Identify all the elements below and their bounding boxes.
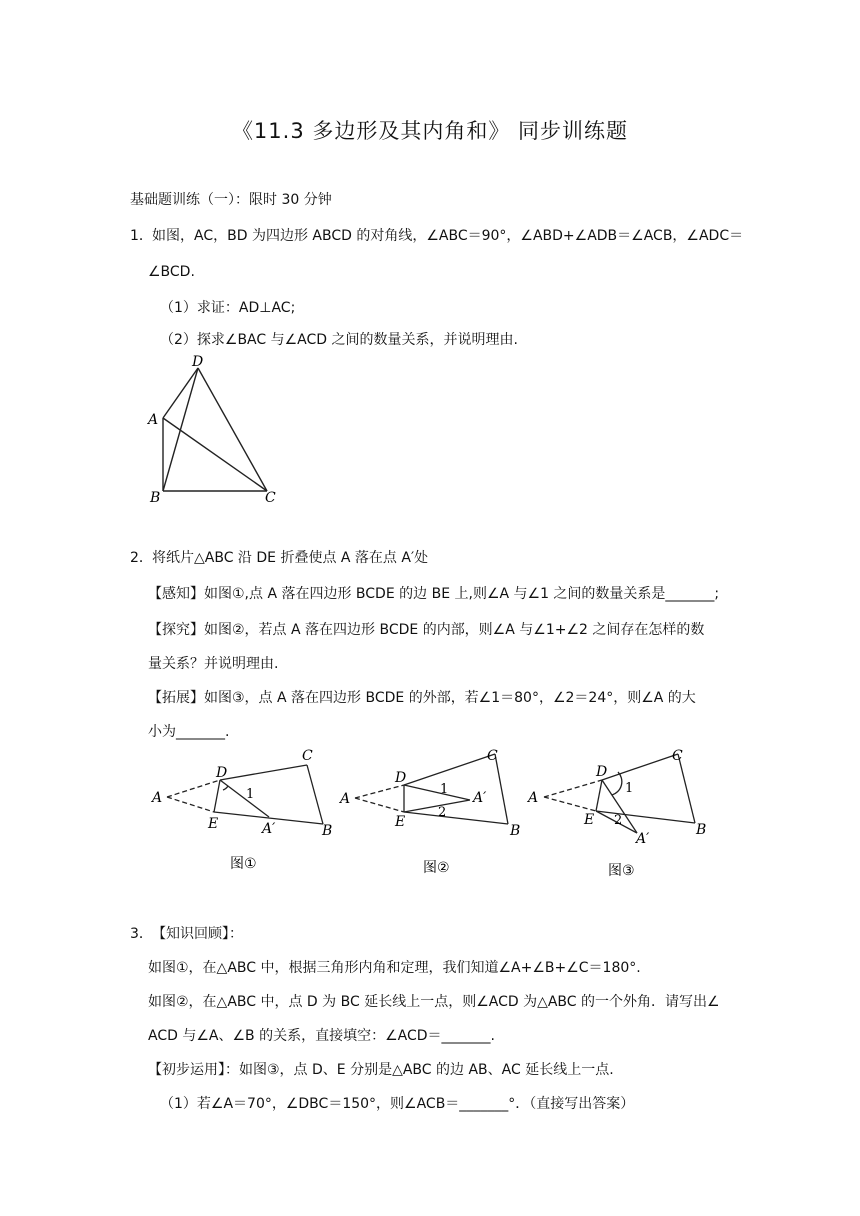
label-B: B [150,490,161,506]
fig2-label-B: B [510,823,521,839]
q1-sub2: （2）探求∠BAC 与∠ACD 之间的数量关系，并说明理由. [160,332,518,348]
q2-explore-line1: 【探究】如图②，若点 A 落在四边形 BCDE 的内部，则∠A 与∠1+∠2 之间存在怎样的数 [148,622,705,638]
q3-paragraph2-line2: ACD 与∠A、∠B 的关系，直接填空：∠ACD＝_______. [148,1028,495,1044]
fig3-label-B: B [696,822,707,838]
fig2-label-Aprime: A′ [473,790,487,806]
diagonal-AC [163,418,267,491]
q3-heading: 【知识回顾】： [152,926,243,942]
q2-perceive: 【感知】如图①,点 A 落在四边形 BCDE 的边 BE 上,则∠A 与∠1 之间的数量关系是_______; [148,586,720,602]
segment-DA [163,368,198,418]
q3-paragraph1: 如图①，在△ABC 中，根据三角形内角和定理，我们知道∠A+∠B+∠C＝180°. [148,960,641,976]
fig2-label-D: D [395,770,407,786]
q3-subquestion1: （1）若∠A＝70°，∠DBC＝150°，则∠ACB＝_______°．（直接写出答案） [160,1096,635,1112]
fig1-label-D: D [216,765,228,781]
q3-number: 3． [130,926,153,942]
fig3-caption: 图③ [608,863,635,879]
fig2-caption: 图② [423,860,450,876]
fig1-label-A: A [152,790,163,806]
q3-paragraph2-line1: 如图②，在△ABC 中，点 D 为 BC 延长线上一点，则∠ACD 为△ABC 的一个外角．请写出∠ [148,994,720,1010]
fig3-label-C: C [672,748,683,764]
diagonal-BD [163,368,198,491]
fig3-label-A: A [528,790,539,806]
q3-paragraph3: 【初步运用】：如图③，点 D、E 分别是△ABC 的边 AB、AC 延长线上一点. [148,1062,614,1078]
q1-text-line1: 如图，AC，BD 为四边形 ABCD 的对角线，∠ABC＝90°，∠ABD+∠ADB＝∠ACB，∠ADC＝ [152,228,744,244]
label-C: C [265,490,276,506]
q2-extend-line2: 小为_______. [148,724,230,740]
fig1-label-B: B [322,823,333,839]
fig2-label-E: E [395,814,406,830]
q2-extend-line1: 【拓展】如图③，点 A 落在四边形 BCDE 的外部，若∠1＝80°，∠2＝24°，则∠A 的大 [148,690,696,706]
fig2-angle-1: 1 [440,782,449,797]
q1-figure [140,350,290,510]
q1-number: 1． [130,228,153,244]
fig1-angle-1: 1 [246,787,255,802]
fig2-label-C: C [487,748,498,764]
page-title: 《11.3 多边形及其内角和》 同步训练题 [231,119,629,143]
fig1-label-E: E [208,816,219,832]
q2-figure-3 [526,748,706,879]
fig2-label-A: A [340,791,351,807]
fig1-label-C: C [302,748,313,764]
q2-figures [140,740,720,885]
label-A: A [148,412,159,428]
fig3-angle-2: 2 [614,813,623,828]
q1-text-line2: ∠BCD. [148,264,195,280]
q2-figure-2 [338,748,520,876]
fig3-angle-1: 1 [625,781,634,796]
q2-figure-1 [150,748,332,872]
q2-number: 2． [130,550,153,566]
segment-CD [198,368,267,491]
fig2-angle-2: 2 [438,805,447,820]
label-D: D [192,354,204,370]
q1-sub1: （1）求证：AD⊥AC; [160,300,296,316]
fig3-label-Aprime: A′ [636,831,650,847]
fig1-caption: 图① [230,856,257,872]
fig3-label-D: D [596,764,608,780]
q2-intro: 将纸片△ABC 沿 DE 折叠使点 A 落在点 A′处 [152,550,429,566]
fig3-label-E: E [584,812,595,828]
section-heading: 基础题训练（一）：限时 30 分钟 [130,192,332,208]
fig1-label-Aprime: A′ [262,821,276,837]
q2-explore-line2: 量关系？并说明理由. [148,656,279,672]
